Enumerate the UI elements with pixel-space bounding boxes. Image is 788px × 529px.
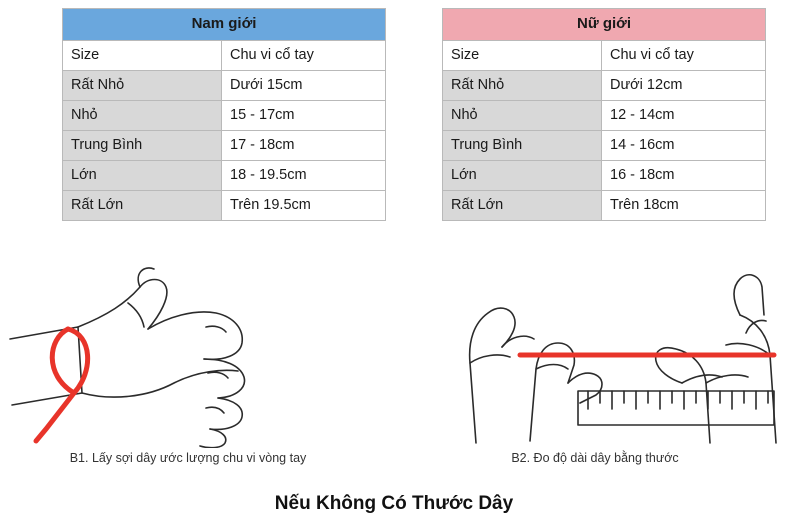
table-row bbox=[443, 101, 766, 131]
cell-circumference: Trên 18cm bbox=[602, 191, 766, 221]
table-row bbox=[443, 71, 766, 101]
table-row bbox=[443, 191, 766, 221]
cell-size: Lớn bbox=[63, 161, 222, 191]
figure-step1 bbox=[8, 243, 368, 465]
cell-size: Nhỏ bbox=[443, 101, 602, 131]
hand-with-string-icon bbox=[8, 243, 368, 448]
table-row bbox=[63, 131, 386, 161]
cell-circumference: Dưới 15cm bbox=[222, 71, 386, 101]
hand-with-ruler-icon bbox=[410, 243, 780, 448]
cell-circumference: 12 - 14cm bbox=[602, 101, 766, 131]
figure-caption-step1: B1. Lấy sợi dây ước lượng chu vi vòng tay bbox=[69, 451, 307, 465]
table-row bbox=[63, 191, 386, 221]
footer-note: Nếu Không Có Thước Dây bbox=[274, 493, 514, 514]
table-row bbox=[443, 161, 766, 191]
cell-size: Trung Bình bbox=[443, 131, 602, 161]
size-table-female bbox=[442, 8, 766, 221]
cell-size: Rất Lớn bbox=[443, 191, 602, 221]
table-row bbox=[63, 71, 386, 101]
cell-size: Rất Nhỏ bbox=[63, 71, 222, 101]
cell-circumference: Trên 19.5cm bbox=[222, 191, 386, 221]
cell-size: Rất Nhỏ bbox=[443, 71, 602, 101]
figure-caption-step2: B2. Đo độ dài dây bằng thước bbox=[511, 451, 679, 465]
column-header-circumference-male: Chu vi cổ tay bbox=[222, 41, 386, 71]
table-row bbox=[63, 101, 386, 131]
table-title-female: Nữ giới bbox=[443, 9, 766, 41]
cell-circumference: 16 - 18cm bbox=[602, 161, 766, 191]
cell-size: Nhỏ bbox=[63, 101, 222, 131]
table-title-male: Nam giới bbox=[63, 9, 386, 41]
table-row bbox=[63, 161, 386, 191]
cell-circumference: 15 - 17cm bbox=[222, 101, 386, 131]
size-tables-row bbox=[0, 0, 788, 221]
cell-size: Trung Bình bbox=[63, 131, 222, 161]
cell-circumference: 17 - 18cm bbox=[222, 131, 386, 161]
cell-circumference: Dưới 12cm bbox=[602, 71, 766, 101]
table-row bbox=[443, 131, 766, 161]
cell-size: Rất Lớn bbox=[63, 191, 222, 221]
column-header-circumference-female: Chu vi cổ tay bbox=[602, 41, 766, 71]
instruction-figures bbox=[0, 243, 788, 493]
cell-size: Lớn bbox=[443, 161, 602, 191]
figure-step2 bbox=[410, 243, 780, 465]
size-table-male bbox=[62, 8, 386, 221]
column-header-size-male: Size bbox=[63, 41, 222, 71]
cell-circumference: 18 - 19.5cm bbox=[222, 161, 386, 191]
cell-circumference: 14 - 16cm bbox=[602, 131, 766, 161]
column-header-size-female: Size bbox=[443, 41, 602, 71]
